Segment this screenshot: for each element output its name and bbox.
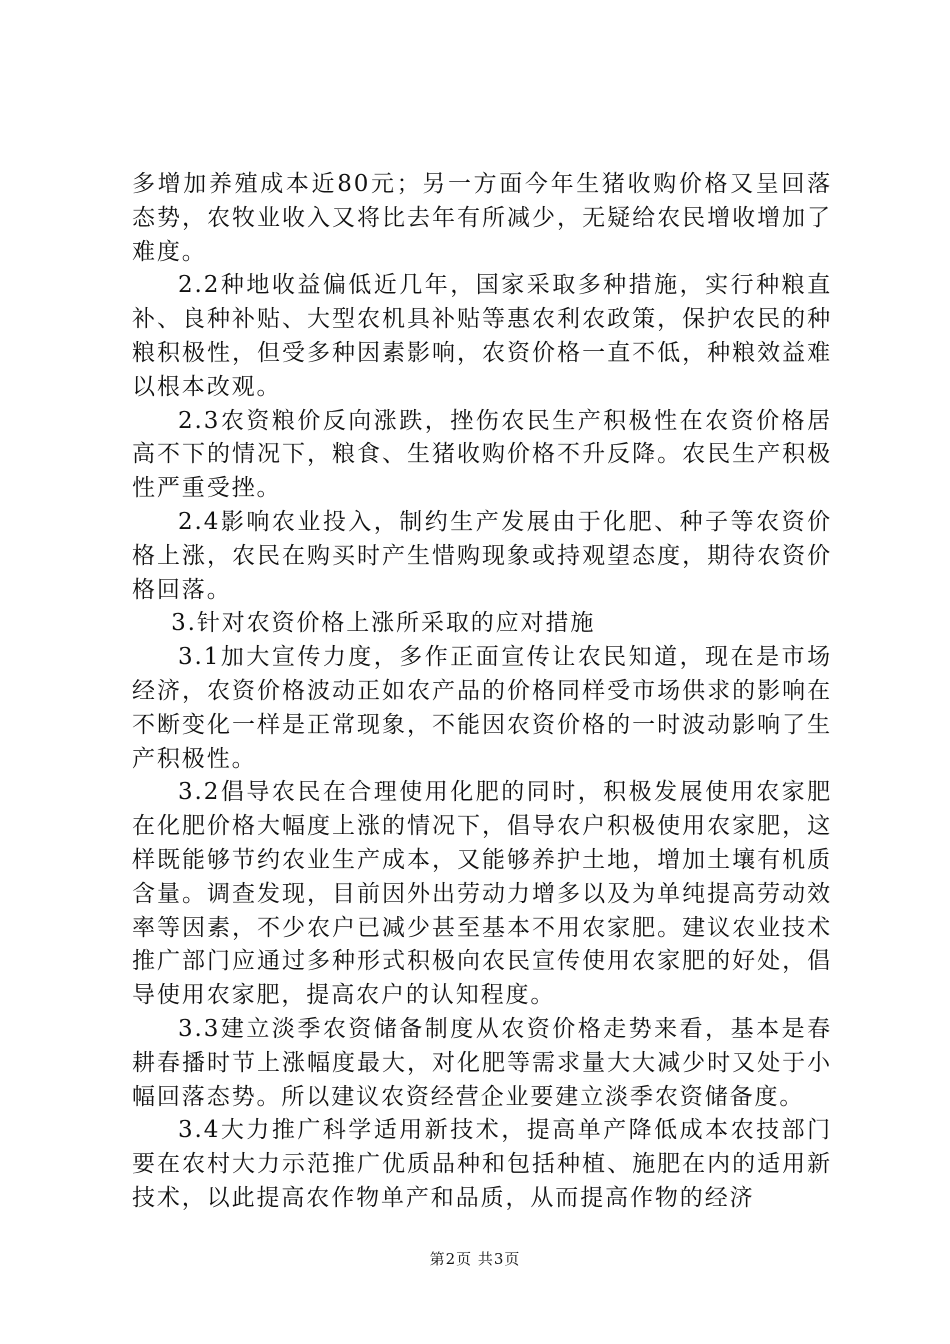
document-body	[132, 168, 832, 1216]
paragraph-2-3: 2.3农资粮价反向涨跌，挫伤农民生产积极性在农资价格居高不下的情况下，粮食、生猪收购价格不升反降。农民生产积极性严重受挫。	[132, 407, 832, 502]
paragraph-2-2: 2.2种地收益偏低近几年，国家采取多种措施，实行种粮直补、良种补贴、大型农机具补贴等惠农利农政策，保护农民的种粮积极性，但受多种因素影响，农资价格一直不低，种粮效益难以根本改观。	[132, 272, 832, 400]
paragraph-3-3: 3.3建立淡季农资储备制度从农资价格走势来看，基本是春耕春播时节上涨幅度最大，对化肥等需求量大大减少时又处于小幅回落态势。所以建议农资经营企业要建立淡季农资储备度。	[132, 1015, 832, 1110]
paragraph-continuation: 多增加养殖成本近80元；另一方面今年生猪收购价格又呈回落态势，农牧业收入又将比去年有所减少，无疑给农民增收增加了难度。	[132, 171, 832, 265]
page-number-footer: 第2页 共3页	[429, 1250, 521, 1268]
paragraph-3-2: 3.2倡导农民在合理使用化肥的同时，积极发展使用农家肥在化肥价格大幅度上涨的情况下，倡导农户积极使用农家肥，这样既能够节约农业生产成本，又能够养护土地，增加土壤有机质含量。调查发现，目前因外出劳动力增多以及为单纯提高劳动效率等因素，不少农户已减少甚至基本不用农家肥。建议农业技术推广部门应通过多种形式积极向农民宣传使用农家肥的好处，倡导使用农家肥，提高农户的认知程度。	[132, 779, 832, 1009]
section-heading-3: 3.针对农资价格上涨所采取的应对措施	[171, 610, 596, 637]
paragraph-2-4: 2.4影响农业投入，制约生产发展由于化肥、种子等农资价格上涨，农民在购买时产生惜购现象或持观望态度，期待农资价格回落。	[132, 508, 832, 603]
paragraph-3-1: 3.1加大宣传力度，多作正面宣传让农民知道，现在是市场经济，农资价格波动正如农产品的价格同样受市场供求的影响在不断变化一样是正常现象，不能因农资价格的一时波动影响了生产积极性。	[132, 644, 832, 772]
paragraph-3-4: 3.4大力推广科学适用新技术，提高单产降低成本农技部门要在农村大力示范推广优质品种和包括种植、施肥在内的适用新技术，以此提高农作物单产和品质，从而提高作物的经济	[132, 1117, 832, 1211]
